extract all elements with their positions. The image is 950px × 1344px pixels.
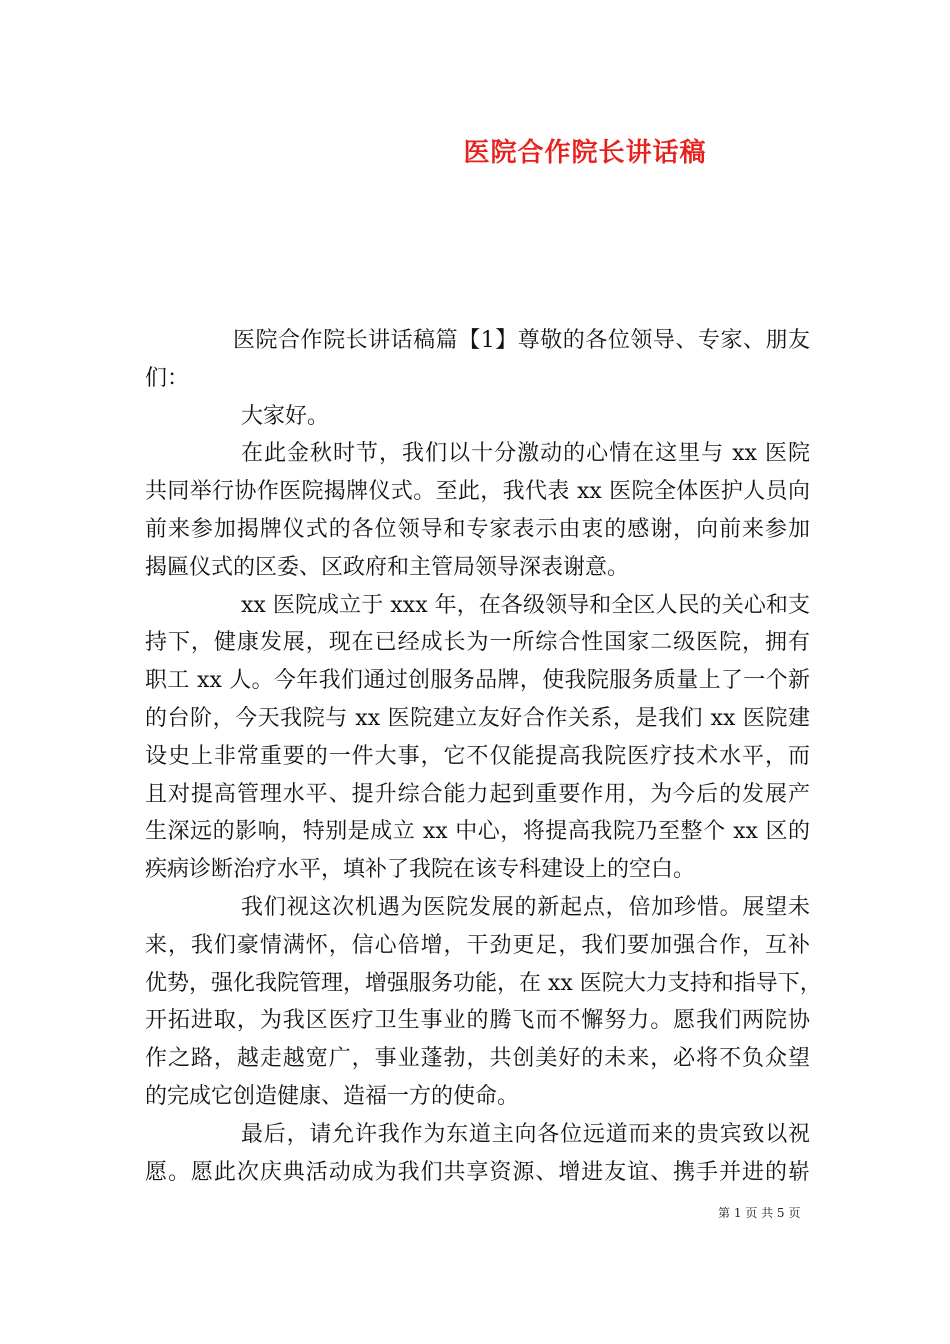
text-line: 疾病诊断治疗水平，填补了我院在该专科建设上的空白。 — [145, 857, 696, 883]
text-line: 设史上非常重要的一件大事，它不仅能提高我院医疗技术水平，而 — [145, 743, 810, 769]
text-line: 来，我们豪情满怀，信心倍增，干劲更足，我们要加强合作，互补 — [145, 932, 810, 958]
text-line: 开拓进取，为我区医疗卫生事业的腾飞而不懈努力。愿我们两院协 — [145, 1008, 810, 1034]
text-line: 职工 xx 人。今年我们通过创服务品牌，使我院服务质量上了一个新 — [145, 668, 810, 694]
text-line: 的台阶，今天我院与 xx 医院建立友好合作关系，是我们 xx 医院建 — [145, 705, 810, 731]
text-line: 揭匾仪式的区委、区政府和主管局领导深表谢意。 — [145, 554, 630, 580]
text-line: 大家好。 — [241, 403, 330, 429]
text-line: 的完成它创造健康、造福一方的使命。 — [145, 1083, 520, 1109]
text-line: 作之路，越走越宽广，事业蓬勃，共创美好的未来，必将不负众望 — [145, 1046, 810, 1072]
text-line: 我们视这次机遇为医院发展的新起点，倍加珍惜。展望未 — [241, 894, 810, 920]
text-line: 医院合作院长讲话稿篇【1】尊敬的各位领导、专家、朋友 — [233, 328, 810, 353]
document-title: 医院合作院长讲话稿 — [463, 138, 707, 168]
text-line: 前来参加揭牌仪式的各位领导和专家表示由衷的感谢，向前来参加 — [145, 516, 810, 542]
text-line: 且对提高管理水平、提升综合能力起到重要作用，为今后的发展产 — [145, 781, 810, 807]
text-line: 持下，健康发展，现在已经成长为一所综合性国家二级医院，拥有 — [145, 630, 810, 656]
text-line: 们： — [145, 365, 190, 391]
text-line: 最后，请允许我作为东道主向各位远道而来的贵宾致以祝 — [241, 1121, 810, 1147]
text-line: 优势，强化我院管理，增强服务功能，在 xx 医院大力支持和指导下， — [145, 970, 822, 996]
page-number-footer: 第 1 页 共 5 页 — [718, 1206, 801, 1220]
text-line: 生深远的影响，特别是成立 xx 中心，将提高我院乃至整个 xx 区的 — [145, 819, 810, 845]
text-line: 愿。愿此次庆典活动成为我们共享资源、增进友谊、携手并进的崭 — [145, 1159, 810, 1185]
text-line: xx 医院成立于 xxx 年，在各级领导和全区人民的关心和支 — [241, 592, 810, 618]
document-body — [145, 322, 822, 1191]
text-line: 共同举行协作医院揭牌仪式。至此，我代表 xx 医院全体医护人员向 — [145, 479, 810, 505]
text-line: 在此金秋时节，我们以十分激动的心情在这里与 xx 医院 — [241, 441, 810, 467]
